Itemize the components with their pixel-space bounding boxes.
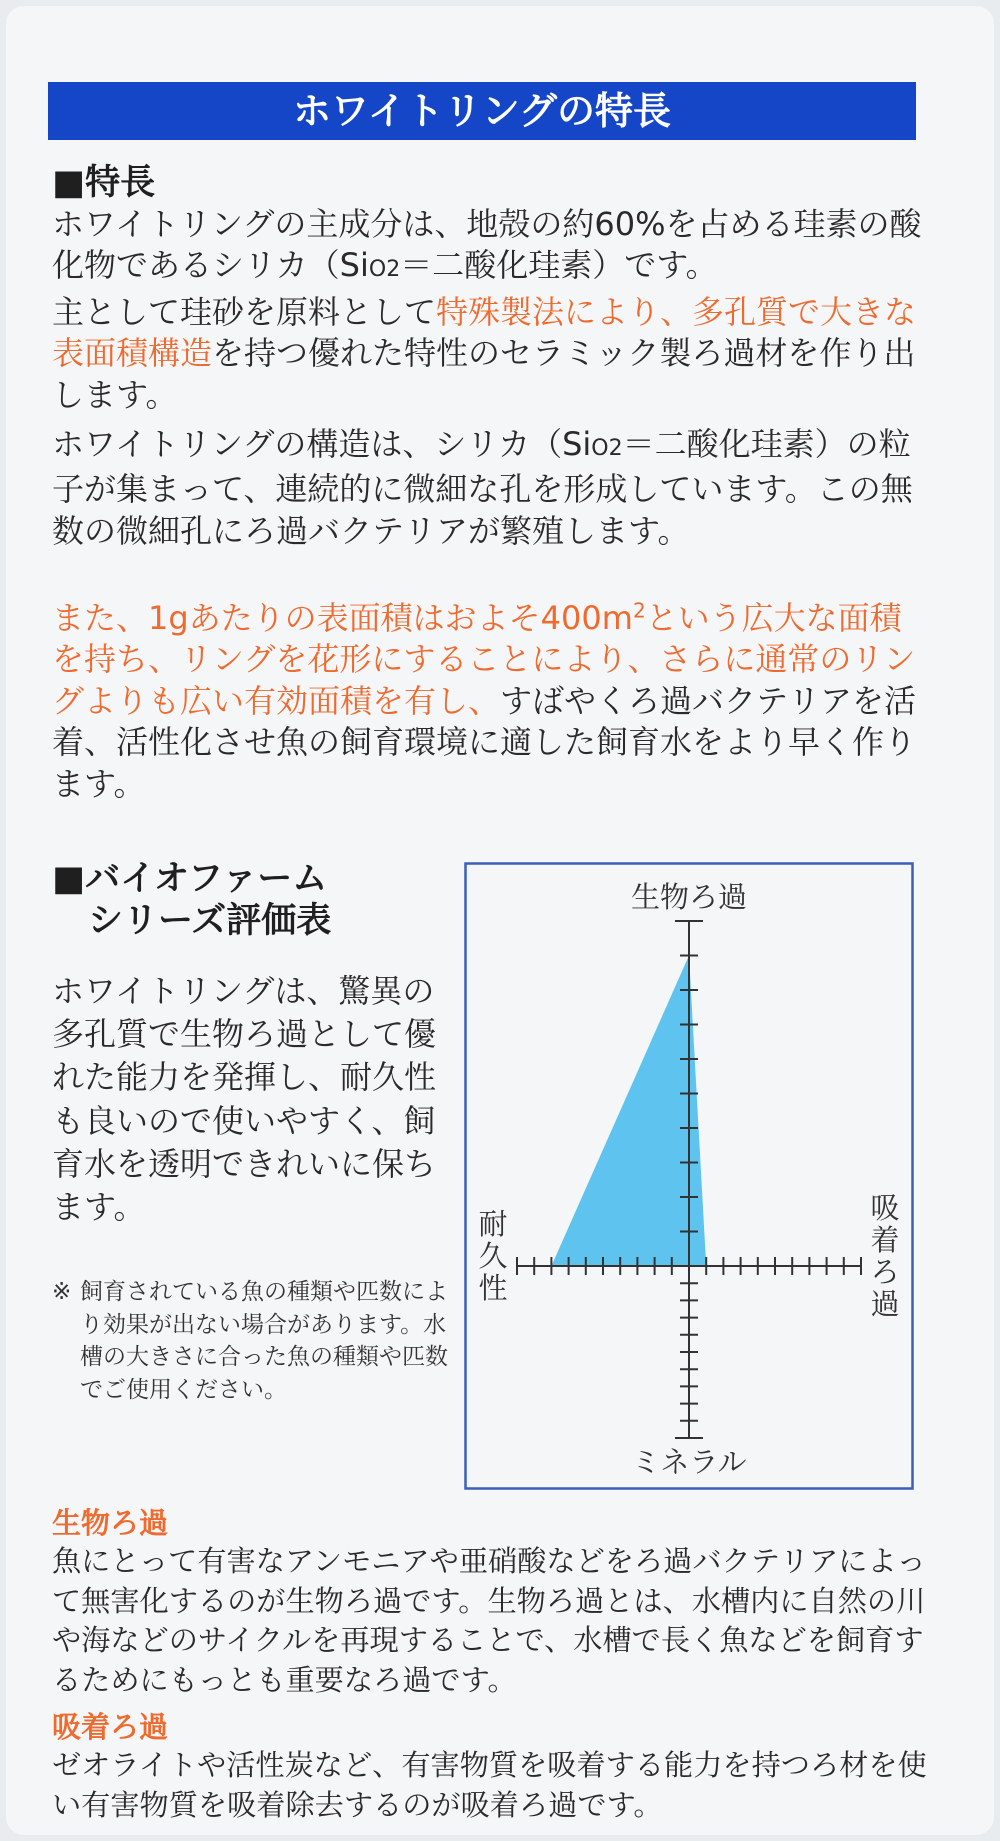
features-paragraph-1: ホワイトリングの主成分は、地殻の約60%を占める珪素の酸化物であるシリカ（SiO2＝二酸化珪素）です。 [52, 205, 922, 285]
highlight-text: 特殊製法により、多孔質で大きな表面積構造 [52, 293, 917, 373]
features-paragraph-2: 主として珪砂を原料として特殊製法により、多孔質で大きな表面積構造を持つ優れた特性のセラミック製ろ過材を作り出します。 [52, 293, 917, 414]
evaluation-heading-line1: ■バイオファーム [52, 859, 328, 899]
features-paragraph-3: ホワイトリングの構造は、シリカ（SiO2＝二酸化珪素）の粒子が集まって、連続的に微細な孔を形成しています。この無数の微細孔にろ過バクテリアが繁殖します。 [52, 425, 913, 550]
axis-label-char: 耐 [478, 1207, 508, 1241]
note-mark: ※ [52, 1279, 72, 1305]
section-text-adsorption: ゼオライトや活性炭など、有害物質を吸着する能力を持つろ材を使い有害物質を吸着除去するのが吸着ろ過です。 [52, 1748, 927, 1822]
section-text-biological: 魚にとって有害なアンモニアや亜硝酸などをろ過バクテリアによって無害化するのが生物ろ過です。生物ろ過とは、水槽内に自然の川や海などのサイクルを再現することで、水槽で長く魚などを飼育するためにもっとも重要なろ過です。 [52, 1544, 926, 1697]
axis-label-char: 性 [478, 1271, 508, 1305]
note-text: 飼育されている魚の種類や匹数により効果が出ない場合があります。水槽の大きさに合った魚の種類や匹数でご使用ください。 [80, 1279, 448, 1403]
evaluation-heading [52, 858, 331, 942]
axis-label-char: 過 [870, 1287, 900, 1321]
features-paragraph-4: また、1gあたりの表面積はおよそ$400m^2$という広大な面積を持ち、リングを花形にすることにより、さらに通常のリングよりも広い有効面積を有し、すばやくろ過バクテリアを活着、活性化させ魚の飼育環境に適した飼育水をより早く作ります。 [52, 598, 917, 803]
axis-label-top: 生物ろ過 [630, 880, 748, 914]
features-heading: ■特長 [52, 163, 156, 203]
axis-label-char: 吸 [870, 1191, 900, 1225]
evaluation-radar-chart [464, 862, 914, 1490]
chart-axes [517, 921, 861, 1438]
radar-area [551, 956, 706, 1267]
axis-label-char: 久 [478, 1239, 508, 1273]
axis-label-right [870, 1191, 899, 1321]
evaluation-heading-line2: シリーズ評価表 [88, 901, 332, 941]
banner-title: ホワイトリングの特長 [48, 82, 916, 140]
evaluation-note [52, 1276, 462, 1406]
axis-label-left [478, 1207, 507, 1305]
axis-label-bottom: ミネラル [631, 1445, 747, 1479]
axis-label-char: 着 [870, 1223, 900, 1257]
section-title-adsorption: 吸着ろ過 [52, 1710, 169, 1744]
evaluation-text: ホワイトリングは、驚異の多孔質で生物ろ過として優れた能力を発揮し、耐久性も良いので使いやすく、飼育水を透明できれいに保ちます。 [52, 972, 437, 1227]
axis-label-char: ろ [870, 1255, 900, 1289]
section-title-biological: 生物ろ過 [52, 1506, 169, 1540]
